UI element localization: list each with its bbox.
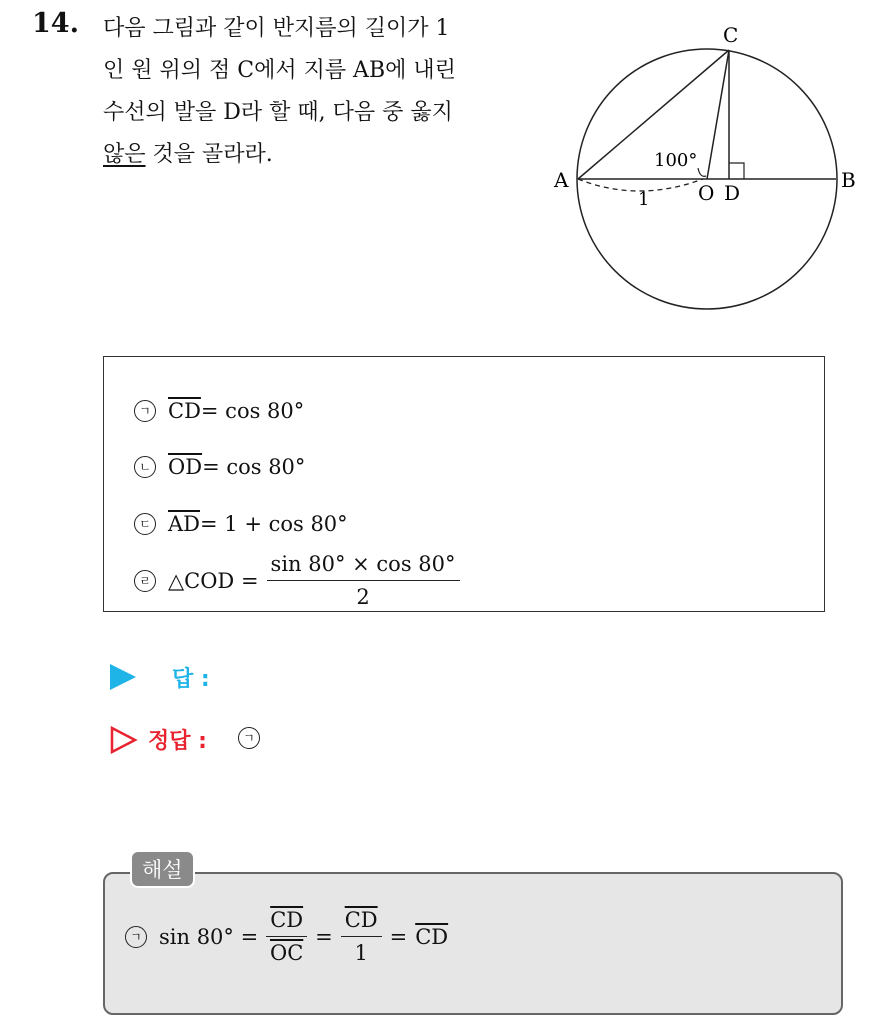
question-line-3: 수선의 발을 D라 할 때, 다음 중 옳지 [103,100,453,125]
solution-equals-2: = [389,924,408,949]
segment-oc [707,50,729,179]
choice-3-rhs: = 1 + cos 80° [200,512,348,536]
solution-f1-denominator: OC [269,941,304,965]
right-angle-mark [729,163,744,179]
choice-4 [134,552,460,609]
choices-box [103,356,825,612]
choice-1-lhs: $\overline{CD}$ [168,399,201,423]
choice-1-rhs: = cos 80° [200,399,305,423]
choice-4-numerator: sin 80° × cos 80° [267,552,460,581]
choice-mark-3: ㄷ [134,513,156,535]
solution-rhs: $\overline{CD}$ [415,924,449,949]
label-o: O [698,181,715,205]
choice-2-rhs: = cos 80° [202,455,306,479]
circle-figure [548,18,868,318]
correct-arrow-icon [110,726,138,754]
solution-fraction-1 [266,908,307,965]
radius-label: 1 [638,189,650,210]
correct-label: 정답 : [148,729,207,754]
solution-f2-denominator: 1 [354,941,368,965]
choice-4-denominator: 2 [356,585,370,609]
correct-mark: ㄱ [238,727,260,749]
choice-2-lhs: $\overline{OD}$ [168,455,203,479]
choice-4-lhs: △COD = [168,568,259,593]
answer-arrow-icon [110,664,136,690]
question-line-4-rest: 것을 골라라. [145,142,273,167]
choice-2 [134,455,305,479]
label-d: D [724,181,741,205]
label-b: B [841,168,856,192]
label-c: C [723,23,739,47]
solution-tag: 해설 [130,850,195,888]
solution-equation [125,908,448,965]
solution-lhs: sin 80° = [159,924,259,949]
question-line-4 [103,134,543,176]
underlined-word: 않은 [103,142,146,167]
choice-3-lhs: $\overline{AD}$ [168,512,201,536]
choice-4-fraction [267,552,460,609]
choice-3 [134,512,348,536]
angle-arc [698,168,706,176]
label-a: A [554,168,569,192]
choice-mark-4: ㄹ [134,570,156,592]
choice-mark-2: ㄴ [134,456,156,478]
choice-1 [134,399,304,423]
question-line-1: 다음 그림과 같이 반지름의 길이가 1 [103,16,450,41]
solution-f2-numerator: $\overline{CD}$ [341,908,382,937]
correct-value [238,727,272,749]
answer-label: 답 : [172,667,210,692]
solution-fraction-2 [341,908,382,965]
solution-f1-numerator: $\overline{CD}$ [266,908,307,937]
solution-mark: ㄱ [125,926,147,948]
question-line-2: 인 원 위의 점 C에서 지름 AB에 내린 [103,58,456,83]
question-number: 14. [32,8,79,39]
solution-equals-1: = [315,924,333,949]
angle-label: 100° [654,150,698,171]
choice-mark-1: ㄱ [134,400,156,422]
question-text [103,8,543,176]
